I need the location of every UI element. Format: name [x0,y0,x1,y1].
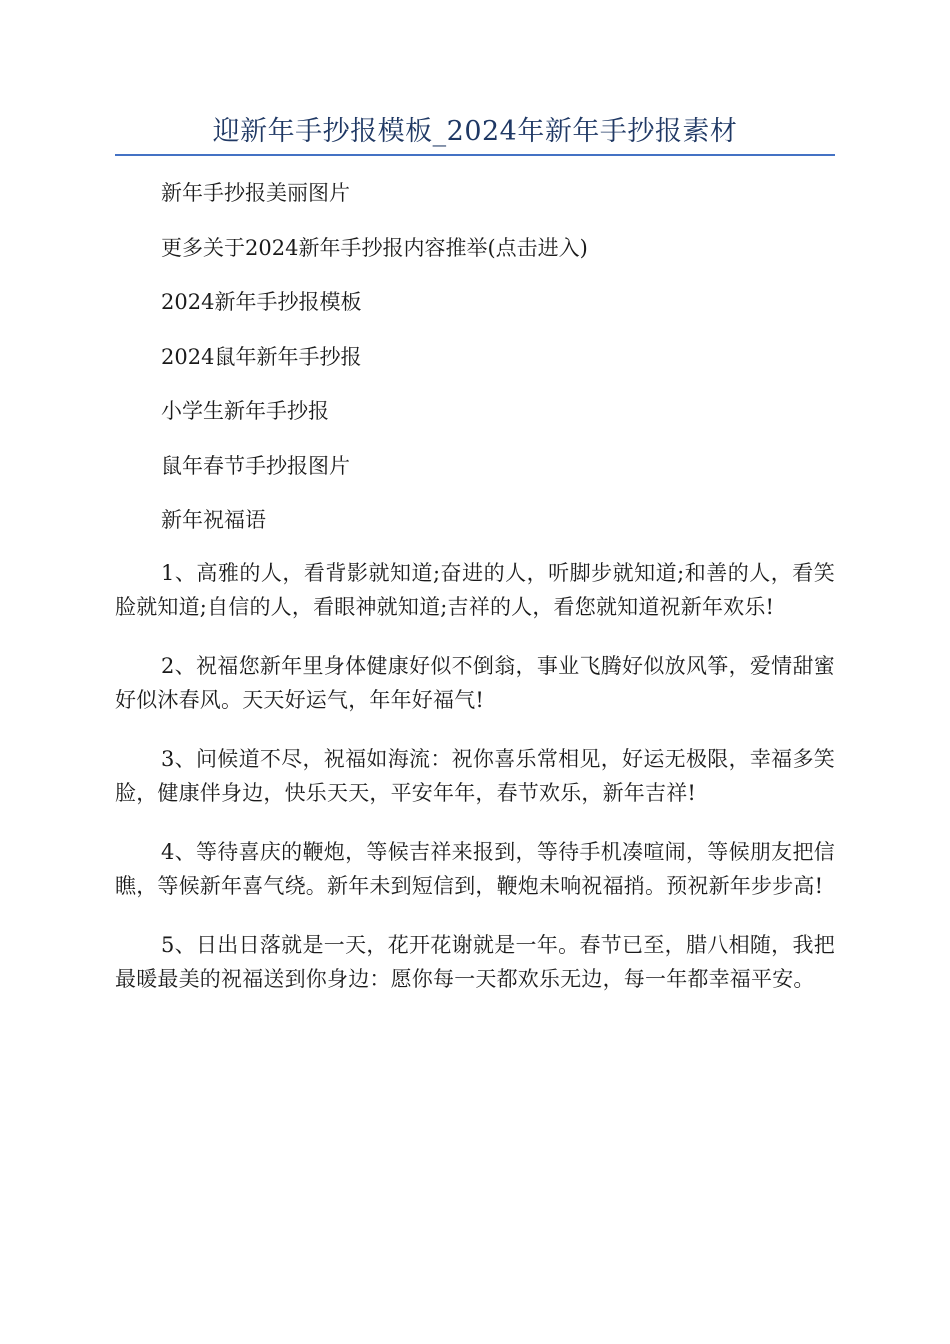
text-line: 2024鼠年新年手抄报 [161,344,362,369]
blessing-paragraph: 1、高雅的人，看背影就知道;奋进的人，听脚步就知道;和善的人，看笑脸就知道;自信的人，看眼神就知道;吉祥的人，看您就知道祝新年欢乐! [115,560,835,619]
section-heading: 新年祝福语 [161,508,266,532]
document-body [115,174,835,1021]
blessing-paragraph: 5、日出日落就是一天，花开花谢就是一年。春节已至，腊八相随，我把最暖最美的祝福送到你身边：愿你每一天都欢乐无边，每一年都幸福平安。 [115,932,835,991]
text-line: 鼠年春节手抄报图片 [161,453,350,478]
text-line: 更多关于2024新年手抄报内容推举(点击进入) [161,235,588,260]
title-underline [115,154,835,156]
blessing-paragraph: 3、问候道不尽，祝福如海流：祝你喜乐常相见，好运无极限，幸福多笑脸，健康伴身边，快乐天天，平安年年，春节欢乐，新年吉祥! [115,746,835,805]
text-line: 小学生新年手抄报 [161,399,329,423]
blessing-paragraph: 2、祝福您新年里身体健康好似不倒翁，事业飞腾好似放风筝，爱情甜蜜好似沐春风。天天好运气，年年好福气! [115,653,835,712]
text-line: 2024新年手抄报模板 [161,290,362,314]
text-line: 新年手抄报美丽图片 [161,181,350,205]
page-title: 迎新年手抄报模板_2024年新年手抄报素材 [212,116,738,147]
blessing-paragraph: 4、等待喜庆的鞭炮，等候吉祥来报到，等待手机凑喧闹，等候朋友把信瞧，等候新年喜气绕。新年未到短信到，鞭炮未响祝福捎。预祝新年步步高! [115,839,835,898]
